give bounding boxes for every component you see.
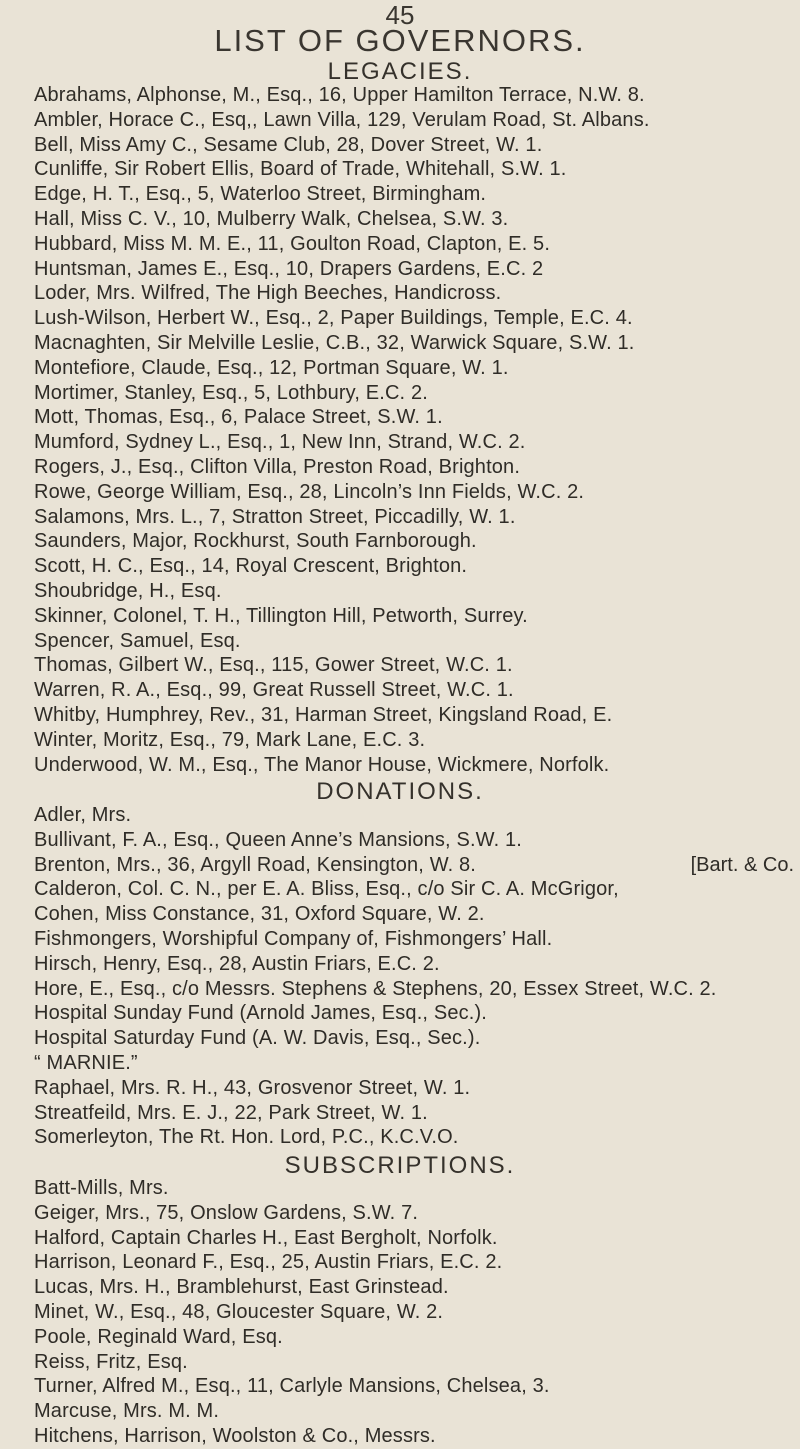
page-number: 45 <box>385 0 415 30</box>
list-item: Fishmongers, Worshipful Company of, Fishmongers’ Hall. <box>34 927 553 950</box>
legacies-heading: LEGACIES. <box>327 58 473 85</box>
list-item: Harrison, Leonard F., Esq., 25, Austin Friars, E.C. 2. <box>34 1251 503 1274</box>
list-item: Marcuse, Mrs. M. M. <box>34 1400 220 1423</box>
list-item: Hore, E., Esq., c/o Messrs. Stephens & Stephens, 20, Essex Street, W.C. 2. <box>34 977 717 1000</box>
list-item: Geiger, Mrs., 75, Onslow Gardens, S.W. 7. <box>34 1201 419 1224</box>
donations-heading: DONATIONS. <box>316 778 484 805</box>
list-item: Hall, Miss C. V., 10, Mulberry Walk, Chelsea, S.W. 3. <box>34 207 509 230</box>
list-item: Poole, Reginald Ward, Esq. <box>34 1325 283 1348</box>
list-item: Spencer, Samuel, Esq. <box>34 629 241 652</box>
list-item: Saunders, Major, Rockhurst, South Farnborough. <box>34 530 477 553</box>
list-item: Mott, Thomas, Esq., 6, Palace Street, S.W. 1. <box>34 406 443 429</box>
list-item: Halford, Captain Charles H., East Bergholt, Norfolk. <box>34 1226 498 1249</box>
list-item: Shoubridge, H., Esq. <box>34 579 222 602</box>
list-item: Hospital Sunday Fund (Arnold James, Esq., Sec.). <box>34 1002 487 1025</box>
list-item: Bell, Miss Amy C., Sesame Club, 28, Dover Street, W. 1. <box>34 133 543 156</box>
list-item: Hitchens, Harrison, Woolston & Co., Messrs. <box>34 1424 436 1447</box>
list-item: Streatfeild, Mrs. E. J., 22, Park Street, W. 1. <box>34 1101 428 1124</box>
list-item: Cohen, Miss Constance, 31, Oxford Square, W. 2. <box>34 903 485 926</box>
list-item: Winter, Moritz, Esq., 79, Mark Lane, E.C. 3. <box>34 728 426 751</box>
list-item: Bullivant, F. A., Esq., Queen Anne’s Mansions, S.W. 1. <box>34 828 522 851</box>
list-item: Underwood, W. M., Esq., The Manor House, Wickmere, Norfolk. <box>34 753 610 776</box>
side-note: [Bart. & Co. <box>690 853 794 876</box>
subscriptions-heading: SUBSCRIPTIONS. <box>284 1152 516 1179</box>
list-item: Macnaghten, Sir Melville Leslie, C.B., 32, Warwick Square, S.W. 1. <box>34 331 635 354</box>
list-item: Mumford, Sydney L., Esq., 1, New Inn, Strand, W.C. 2. <box>34 431 526 454</box>
list-item: Batt-Mills, Mrs. <box>34 1177 169 1199</box>
list-item: Ambler, Horace C., Esq,, Lawn Villa, 129, Verulam Road, St. Albans. <box>34 108 650 131</box>
list-item: Scott, H. C., Esq., 14, Royal Crescent, Brighton. <box>34 555 468 578</box>
list-item: Brenton, Mrs., 36, Argyll Road, Kensington, W. 8. <box>34 853 477 876</box>
list-item: Salamons, Mrs. L., 7, Stratton Street, Piccadilly, W. 1. <box>34 505 516 528</box>
list-item: Warren, R. A., Esq., 99, Great Russell Street, W.C. 1. <box>34 679 514 702</box>
list-item: Minet, W., Esq., 48, Gloucester Square, W. 2. <box>34 1300 444 1323</box>
list-item: Reiss, Fritz, Esq. <box>34 1350 188 1373</box>
list-item: “ MARNIE.” <box>34 1051 138 1074</box>
legacies-list <box>34 83 794 777</box>
list-item: Adler, Mrs. <box>34 804 132 826</box>
list-item: Montefiore, Claude, Esq., 12, Portman Square, W. 1. <box>34 356 509 379</box>
list-item: Huntsman, James E., Esq., 10, Drapers Gardens, E.C. 2 <box>34 257 544 280</box>
subscriptions-list <box>34 1176 794 1449</box>
list-item: Skinner, Colonel, T. H., Tillington Hill, Petworth, Surrey. <box>34 604 528 627</box>
list-item: Cunliffe, Sir Robert Ellis, Board of Trade, Whitehall, S.W. 1. <box>34 158 567 181</box>
list-item: Rowe, George William, Esq., 28, Lincoln’s Inn Fields, W.C. 2. <box>34 480 585 503</box>
list-item: Edge, H. T., Esq., 5, Waterloo Street, Birmingham. <box>34 183 487 206</box>
list-item: Hirsch, Henry, Esq., 28, Austin Friars, E.C. 2. <box>34 952 440 975</box>
list-item: Thomas, Gilbert W., Esq., 115, Gower Street, W.C. 1. <box>34 654 513 677</box>
list-item: Mortimer, Stanley, Esq., 5, Lothbury, E.C. 2. <box>34 381 428 404</box>
list-item: Calderon, Col. C. N., per E. A. Bliss, Esq., c/o Sir C. A. McGrigor, <box>34 878 619 901</box>
page-title: LIST OF GOVERNORS. <box>214 23 586 58</box>
list-item: Loder, Mrs. Wilfred, The High Beeches, Handicross. <box>34 282 502 305</box>
list-item: Turner, Alfred M., Esq., 11, Carlyle Mansions, Chelsea, 3. <box>34 1375 550 1398</box>
list-item-with-note <box>34 853 794 878</box>
list-item: Abrahams, Alphonse, M., Esq., 16, Upper Hamilton Terrace, N.W. 8. <box>34 84 645 106</box>
list-item: Hospital Saturday Fund (A. W. Davis, Esq., Sec.). <box>34 1027 481 1050</box>
list-item: Lush-Wilson, Herbert W., Esq., 2, Paper Buildings, Temple, E.C. 4. <box>34 307 633 330</box>
list-item: Rogers, J., Esq., Clifton Villa, Preston Road, Brighton. <box>34 455 521 478</box>
donations-list <box>34 803 794 1150</box>
list-item: Somerleyton, The Rt. Hon. Lord, P.C., K.C.V.O. <box>34 1126 459 1149</box>
list-item: Whitby, Humphrey, Rev., 31, Harman Street, Kingsland Road, E. <box>34 703 613 726</box>
list-item: Lucas, Mrs. H., Bramblehurst, East Grinstead. <box>34 1276 449 1299</box>
list-item: Raphael, Mrs. R. H., 43, Grosvenor Street, W. 1. <box>34 1076 471 1099</box>
list-item: Hubbard, Miss M. M. E., 11, Goulton Road, Clapton, E. 5. <box>34 232 551 255</box>
